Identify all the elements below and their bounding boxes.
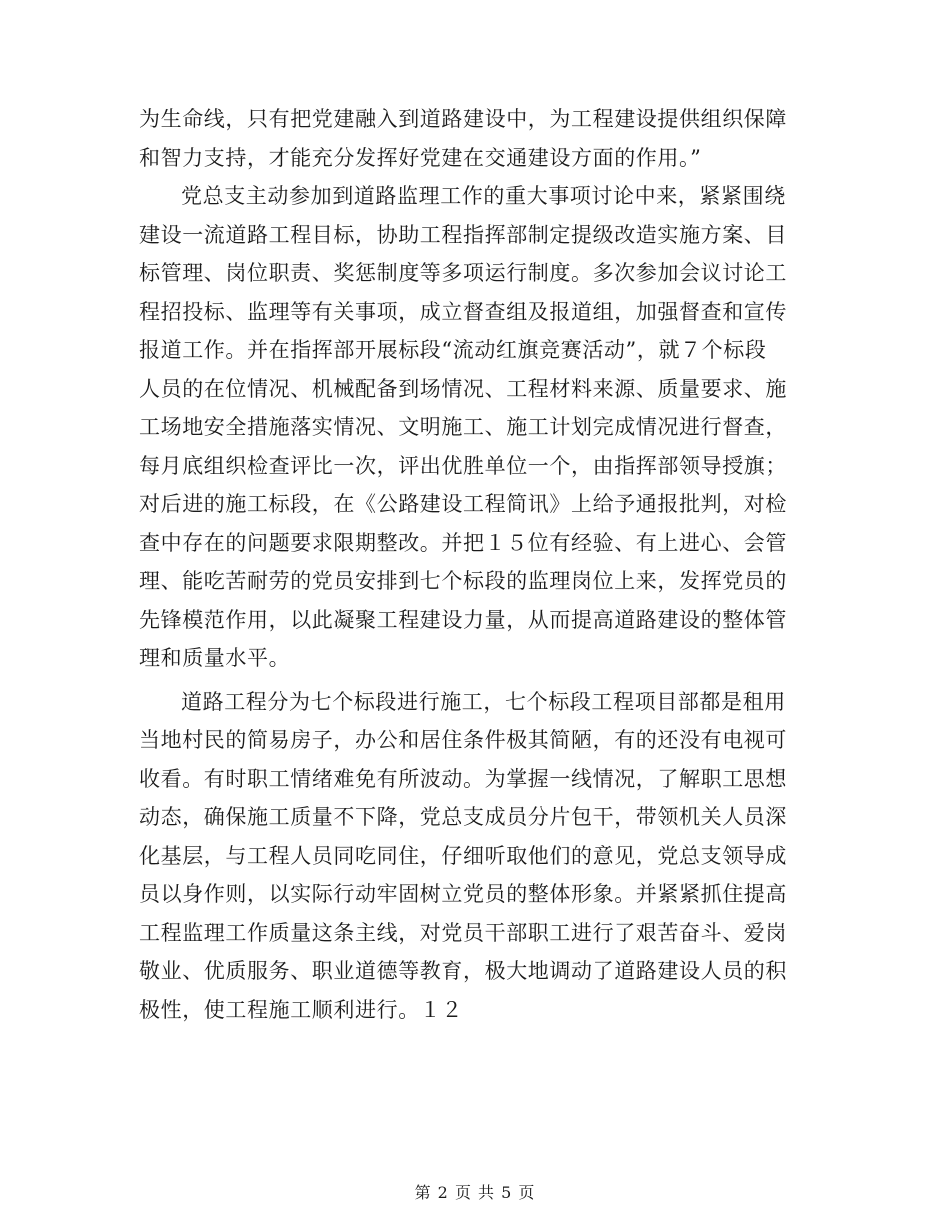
page-number-footer: 第 2 页 共 5 页 [414, 1183, 536, 1202]
paragraph-line: 报道工作。并在指挥部开展标段“流动红旗竞赛活动”，就７个标段 [139, 338, 767, 362]
paragraph-1 [139, 100, 809, 177]
paragraph-line: 和智力支持，才能充分发挥好党建在交通建设方面的作用。” [139, 145, 702, 170]
paragraph-line: 工场地安全措施落实情况、文明施工、施工计划完成情况进行督查， [139, 415, 787, 439]
paragraph-2 [139, 177, 809, 678]
paragraph-line: 理、能吃苦耐劳的党员安排到七个标段的监理岗位上来，发挥党员的 [139, 569, 787, 593]
paragraph-line: 先锋模范作用，以此凝聚工程建设力量，从而提高道路建设的整体管 [139, 607, 787, 632]
document-body [139, 100, 809, 1029]
paragraph-line: 敬业、优质服务、职业道德等教育，极大地调动了道路建设人员的积 [139, 959, 787, 983]
paragraph-line: 动态，确保施工质量不下降，党总支成员分片包干，带领机关人员深 [139, 805, 787, 829]
paragraph-line: 每月底组织检查评比一次，评出优胜单位一个，由指挥部领导授旗； [139, 453, 787, 478]
paragraph-line: 员以身作则，以实际行动牢固树立党员的整体形象。并紧紧抓住提高 [139, 882, 787, 906]
paragraph-line: 对后进的施工标段，在《公路建设工程简讯》上给予通报批判，对检 [139, 492, 787, 516]
paragraph-line: 党总支主动参加到道路监理工作的重大事项讨论中来，紧紧围绕 [181, 184, 786, 208]
paragraph-line: 查中存在的问题要求限期整改。并把１５位有经验、有上进心、会管 [139, 530, 787, 555]
paragraph-line: 程招投标、监理等有关事项，成立督查组及报道组，加强督查和宣传 [139, 299, 787, 324]
paragraph-line: 当地村民的简易房子，办公和居住条件极其简陋，有的还没有电视可 [139, 728, 787, 752]
paragraph-line: 建设一流道路工程目标，协助工程指挥部制定提级改造实施方案、目 [139, 222, 787, 247]
paragraph-line: 理和质量水平。 [139, 646, 291, 670]
paragraph-line: 收看。有时职工情绪难免有所波动。为掌握一线情况，了解职工思想 [139, 766, 787, 791]
paragraph-line: 为生命线，只有把党建融入到道路建设中，为工程建设提供组织保障 [139, 107, 787, 131]
paragraph-line: 极性，使工程施工顺利进行。１２ [139, 997, 463, 1022]
paragraph-line: 标管理、岗位职责、奖惩制度等多项运行制度。多次参加会议讨论工 [139, 261, 787, 285]
paragraph-line: 道路工程分为七个标段进行施工，七个标段工程项目部都是租用 [181, 689, 786, 714]
paragraph-line: 工程监理工作质量这条主线，对党员干部职工进行了艰苦奋斗、爱岗 [139, 920, 787, 945]
paragraph-3 [139, 683, 809, 1030]
paragraph-line: 化基层，与工程人员同吃同住，仔细听取他们的意见，党总支领导成 [139, 843, 787, 868]
paragraph-line: 人员的在位情况、机械配备到场情况、工程材料来源、质量要求、施 [139, 376, 787, 401]
